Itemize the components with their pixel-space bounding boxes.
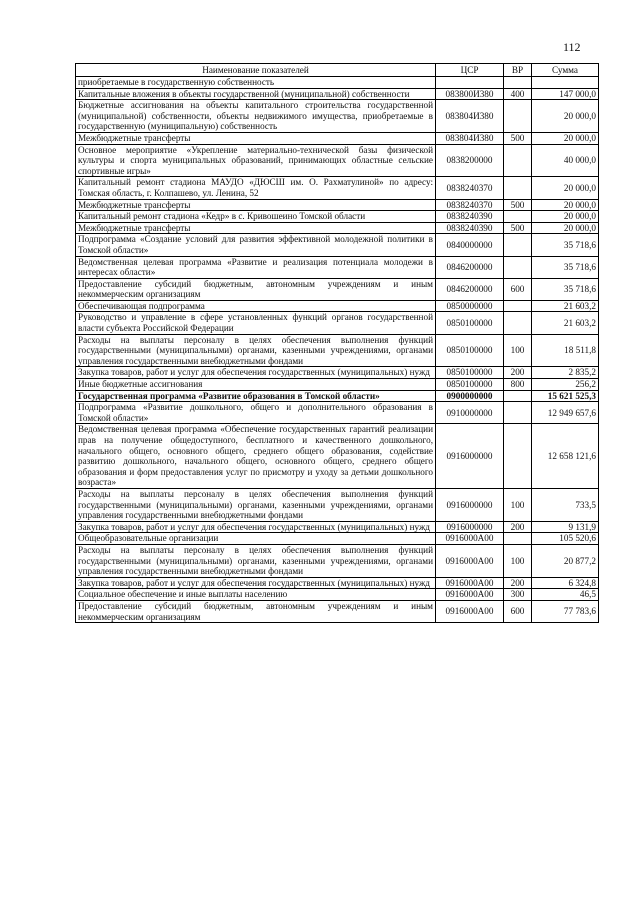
row-vr-cell [504, 77, 532, 89]
row-csr-cell: 0850100000 [436, 367, 504, 379]
table-row [76, 544, 599, 577]
row-vr-cell: 200 [504, 367, 532, 379]
row-name-cell: Бюджетные ассигнования на объекты капитального строительства государственной (муниципальной) собственности, объекты недвижимого имущества, приобретаемые в государственную (муниципальную) собственность [76, 100, 436, 133]
row-name-cell: Межбюджетные трансферты [76, 132, 436, 144]
row-sum-cell: 46,5 [532, 589, 599, 601]
row-vr-cell [504, 100, 532, 133]
row-name-cell: Межбюджетные трансферты [76, 199, 436, 211]
row-sum-cell: 35 718,6 [532, 256, 599, 278]
row-name-cell: Ведомственная целевая программа «Развитие и реализация потенциала молодежи в интересах области» [76, 256, 436, 278]
table-row [76, 334, 599, 367]
row-sum-cell: 105 520,6 [532, 533, 599, 545]
row-vr-cell [504, 211, 532, 223]
row-vr-cell: 600 [504, 600, 532, 622]
row-csr-cell: 0916000А00 [436, 544, 504, 577]
row-csr-cell: 0850000000 [436, 300, 504, 312]
row-sum-cell: 256,2 [532, 379, 599, 391]
row-sum-cell: 733,5 [532, 488, 599, 521]
row-sum-cell: 18 511,8 [532, 334, 599, 367]
row-csr-cell: 0838200000 [436, 144, 504, 177]
row-sum-cell: 77 783,6 [532, 600, 599, 622]
row-csr-cell: 0910000000 [436, 402, 504, 424]
row-csr-cell: 0838240390 [436, 211, 504, 223]
table-row [76, 300, 599, 312]
row-csr-cell: 083804И380 [436, 100, 504, 133]
row-csr-cell: 0916000000 [436, 424, 504, 489]
row-csr-cell: 0916000000 [436, 521, 504, 533]
table-row [76, 256, 599, 278]
table-row [76, 211, 599, 223]
row-vr-cell [504, 256, 532, 278]
row-csr-cell: 083800И380 [436, 88, 504, 100]
row-vr-cell: 100 [504, 488, 532, 521]
row-name-cell: приобретаемые в государственную собственность [76, 77, 436, 89]
row-name-cell: Закупка товаров, работ и услуг для обеспечения государственных (муниципальных) нужд [76, 367, 436, 379]
row-name-cell: Капитальные вложения в объекты государственной (муниципальной) собственности [76, 88, 436, 100]
row-sum-cell [532, 77, 599, 89]
table-body [76, 77, 599, 623]
table-row [76, 600, 599, 622]
row-vr-cell [504, 177, 532, 199]
row-name-cell: Общеобразовательные организации [76, 533, 436, 545]
row-vr-cell: 100 [504, 334, 532, 367]
row-csr-cell: 0916000А00 [436, 533, 504, 545]
row-name-cell: Подпрограмма «Создание условий для развития эффективной молодежной политики в Томской области» [76, 234, 436, 256]
row-sum-cell: 21 603,2 [532, 300, 599, 312]
row-sum-cell: 35 718,6 [532, 234, 599, 256]
header-name: Наименование показателей [76, 64, 436, 77]
table-row [76, 77, 599, 89]
row-sum-cell: 21 603,2 [532, 312, 599, 334]
table-row [76, 132, 599, 144]
header-vr: ВР [504, 64, 532, 77]
row-name-cell: Расходы на выплаты персоналу в целях обеспечения выполнения функций государственными (муниципальными) органами, казенными учреждениями, органами управления государственными внебюджетными фондами [76, 544, 436, 577]
row-sum-cell: 20 000,0 [532, 199, 599, 211]
row-name-cell: Расходы на выплаты персоналу в целях обеспечения выполнения функций государственными (муниципальными) органами, казенными учреждениями, органами управления государственными внебюджетными фондами [76, 488, 436, 521]
table-row [76, 177, 599, 199]
row-vr-cell: 200 [504, 577, 532, 589]
row-csr-cell: 0916000А00 [436, 589, 504, 601]
row-sum-cell: 20 000,0 [532, 132, 599, 144]
row-csr-cell: 0838240370 [436, 199, 504, 211]
row-vr-cell: 800 [504, 379, 532, 391]
row-name-cell: Руководство и управление в сфере установленных функций органов государственной власти субъекта Российской Федерации [76, 312, 436, 334]
row-sum-cell: 40 000,0 [532, 144, 599, 177]
row-csr-cell: 0850100000 [436, 334, 504, 367]
row-sum-cell: 6 324,8 [532, 577, 599, 589]
table-row [76, 199, 599, 211]
row-sum-cell: 35 718,6 [532, 278, 599, 300]
row-name-cell: Закупка товаров, работ и услуг для обеспечения государственных (муниципальных) нужд [76, 521, 436, 533]
row-name-cell: Предоставление субсидий бюджетным, автономным учреждениям и иным некоммерческим организациям [76, 600, 436, 622]
row-sum-cell: 15 621 525,3 [532, 390, 599, 402]
row-csr-cell: 083804И380 [436, 132, 504, 144]
row-csr-cell: 0850100000 [436, 379, 504, 391]
row-vr-cell: 100 [504, 544, 532, 577]
row-name-cell: Капитальный ремонт стадиона «Кедр» в с. Кривошеино Томской области [76, 211, 436, 223]
row-csr-cell: 0840000000 [436, 234, 504, 256]
row-csr-cell: 0916000000 [436, 488, 504, 521]
row-vr-cell: 500 [504, 222, 532, 234]
row-name-cell: Государственная программа «Развитие образования в Томской области» [76, 390, 436, 402]
row-vr-cell: 400 [504, 88, 532, 100]
table-row [76, 521, 599, 533]
row-csr-cell [436, 77, 504, 89]
row-name-cell: Иные бюджетные ассигнования [76, 379, 436, 391]
row-vr-cell [504, 144, 532, 177]
row-vr-cell: 500 [504, 199, 532, 211]
row-vr-cell: 200 [504, 521, 532, 533]
row-vr-cell [504, 533, 532, 545]
table-row [76, 312, 599, 334]
row-sum-cell: 20 000,0 [532, 100, 599, 133]
row-sum-cell: 2 835,2 [532, 367, 599, 379]
row-name-cell: Основное мероприятие «Укрепление материально-технической базы физической культуры и спорта муниципальных образований, принимающих областные сельские спортивные игры» [76, 144, 436, 177]
budget-table [75, 63, 599, 623]
table-row [76, 278, 599, 300]
row-vr-cell [504, 424, 532, 489]
table-row [76, 100, 599, 133]
row-csr-cell: 0900000000 [436, 390, 504, 402]
row-csr-cell: 0846200000 [436, 256, 504, 278]
row-name-cell: Капитальный ремонт стадиона МАУДО «ДЮСШ им. О. Рахматулиной» по адресу: Томская область, г. Колпашево, ул. Ленина, 52 [76, 177, 436, 199]
row-vr-cell [504, 234, 532, 256]
row-name-cell: Обеспечивающая подпрограмма [76, 300, 436, 312]
table-row [76, 424, 599, 489]
header-csr: ЦСР [436, 64, 504, 77]
row-vr-cell [504, 402, 532, 424]
row-name-cell: Закупка товаров, работ и услуг для обеспечения государственных (муниципальных) нужд [76, 577, 436, 589]
table-row [76, 402, 599, 424]
row-sum-cell: 20 000,0 [532, 211, 599, 223]
row-sum-cell: 147 000,0 [532, 88, 599, 100]
table-row [76, 234, 599, 256]
row-sum-cell: 20 877,2 [532, 544, 599, 577]
table-row [76, 367, 599, 379]
row-vr-cell [504, 390, 532, 402]
table-row [76, 488, 599, 521]
row-sum-cell: 12 658 121,6 [532, 424, 599, 489]
row-csr-cell: 0916000А00 [436, 577, 504, 589]
table-row [76, 222, 599, 234]
table-row [76, 589, 599, 601]
row-csr-cell: 0850100000 [436, 312, 504, 334]
row-csr-cell: 0846200000 [436, 278, 504, 300]
row-name-cell: Ведомственная целевая программа «Обеспечение государственных гарантий реализации прав на получение общедоступного, бесплатного и качественного дошкольного, начального общего, основного общего, среднего общего образования, содействие развитию дошкольного, начального общего, основного общего, среднего общего образования и форм предоставления услуг по присмотру и уходу за детьми дошкольного возраста» [76, 424, 436, 489]
table-row [76, 390, 599, 402]
table-row [76, 88, 599, 100]
row-vr-cell: 300 [504, 589, 532, 601]
row-csr-cell: 0838240370 [436, 177, 504, 199]
row-name-cell: Межбюджетные трансферты [76, 222, 436, 234]
page-number: 112 [563, 40, 581, 54]
row-sum-cell: 9 131,9 [532, 521, 599, 533]
table-row [76, 577, 599, 589]
header-sum: Сумма [532, 64, 599, 77]
row-vr-cell: 500 [504, 132, 532, 144]
row-sum-cell: 20 000,0 [532, 177, 599, 199]
table-row [76, 144, 599, 177]
table-row [76, 533, 599, 545]
row-sum-cell: 20 000,0 [532, 222, 599, 234]
row-vr-cell [504, 300, 532, 312]
row-name-cell: Подпрограмма «Развитие дошкольного, общего и дополнительного образования в Томской области» [76, 402, 436, 424]
row-name-cell: Расходы на выплаты персоналу в целях обеспечения выполнения функций государственными (муниципальными) органами, казенными учреждениями, органами управления государственными внебюджетными фондами [76, 334, 436, 367]
row-vr-cell [504, 312, 532, 334]
row-sum-cell: 12 949 657,6 [532, 402, 599, 424]
row-name-cell: Предоставление субсидий бюджетным, автономным учреждениям и иным некоммерческим организациям [76, 278, 436, 300]
row-vr-cell: 600 [504, 278, 532, 300]
row-csr-cell: 0838240390 [436, 222, 504, 234]
table-header-row [76, 64, 599, 77]
table-row [76, 379, 599, 391]
row-csr-cell: 0916000А00 [436, 600, 504, 622]
row-name-cell: Социальное обеспечение и иные выплаты населению [76, 589, 436, 601]
